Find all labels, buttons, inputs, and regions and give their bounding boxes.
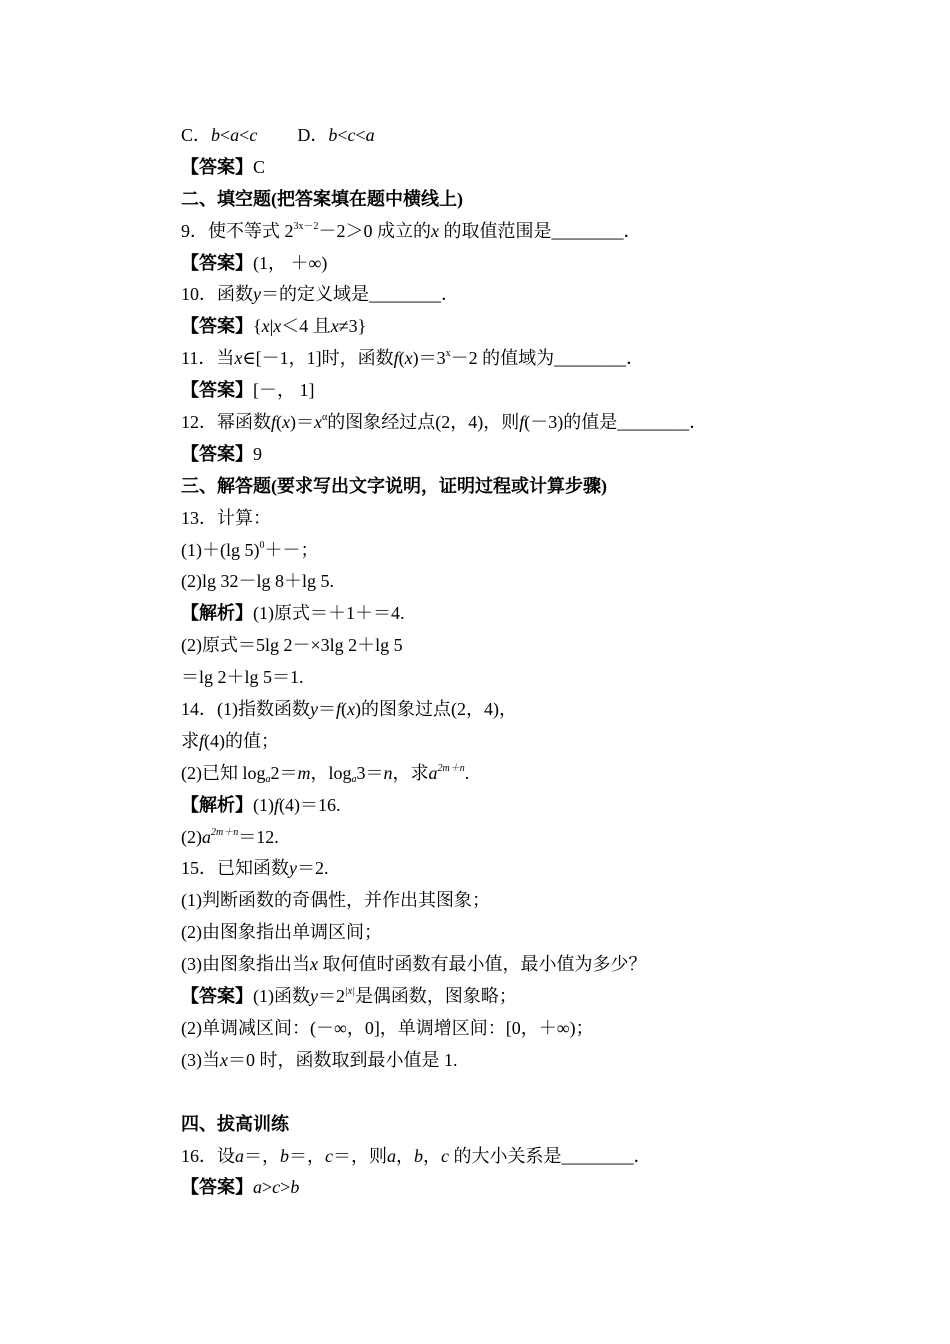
var: a (387, 1145, 396, 1166)
text: 14．(1)指数函数 (181, 699, 310, 720)
answer-label: 【答案】 (181, 1177, 253, 1198)
answer-line (181, 981, 781, 1013)
section-heading-fill-in: 二、填空题(把答案填在题中横线上) (181, 188, 463, 209)
var: b (280, 1145, 289, 1166)
var: x (330, 316, 339, 337)
solution-line (181, 598, 781, 630)
text: ＝0 时，函数取到最小值是 1. (228, 1049, 458, 1070)
var: f (519, 412, 525, 433)
question-12 (181, 407, 781, 439)
text: ＜4 且 (281, 316, 331, 337)
text: ，log (310, 762, 352, 783)
question-11 (181, 343, 781, 375)
option-line-cd (181, 120, 781, 152)
var: f (393, 348, 399, 369)
var: a (235, 1145, 244, 1166)
answer-label: 【答案】 (181, 986, 253, 1007)
var: f (274, 794, 280, 815)
var: a (202, 826, 211, 847)
text: －2 的值域为________． (450, 348, 645, 369)
question-16 (181, 1141, 781, 1173)
var: x (314, 412, 323, 433)
text: < (337, 125, 348, 145)
option-c-label: C． (181, 125, 212, 145)
text: ( (398, 348, 405, 369)
var: y (310, 699, 318, 720)
question-14 (181, 694, 781, 726)
answer-line (181, 439, 781, 471)
var: x (234, 348, 243, 369)
text: | (269, 316, 274, 337)
text: . (464, 762, 470, 783)
var: a (253, 1177, 262, 1198)
var: b (328, 125, 338, 145)
var: x (347, 699, 356, 720)
answer-value: 9 (253, 443, 262, 464)
var: c (272, 1177, 281, 1198)
subscript: a (265, 773, 271, 785)
option-d-label: D． (297, 125, 329, 145)
text: { (253, 316, 262, 337)
document-content (181, 120, 781, 1204)
var: b (211, 125, 221, 145)
text: ＋－； (264, 539, 319, 560)
var: a (365, 125, 375, 145)
text: 取何值时函数有最小值，最小值为多少？ (318, 954, 647, 975)
text: ∈[－1，1]时，函数 (242, 348, 394, 369)
question-14-cont (181, 726, 781, 758)
text: (1)原式＝＋1＋＝4. (253, 603, 405, 624)
answer-line (181, 1045, 781, 1077)
text: (4)＝16. (279, 794, 341, 815)
text: 12．幂函数 (181, 412, 271, 433)
question-13: 13．计算： (181, 507, 271, 528)
section-heading-solve: 三、解答题(要求写出文字说明，证明过程或计算步骤) (181, 475, 607, 496)
solution-line (181, 790, 781, 822)
text: ＝， (289, 1145, 325, 1166)
var: c (325, 1145, 333, 1166)
text: 11．当 (181, 348, 235, 369)
var: y (253, 284, 261, 305)
answer-line (181, 311, 781, 343)
exponent: 3x－2 (293, 220, 319, 232)
var: f (199, 730, 205, 751)
section-heading-advanced: 四、拔高训练 (181, 1113, 289, 1134)
answer-value: (1， ＋∞) (253, 252, 328, 273)
question-15-part-1: (1)判断函数的奇偶性，并作出其图象； (181, 890, 490, 911)
text: (2)已知 log (181, 762, 266, 783)
text: > (280, 1177, 291, 1198)
var: m (297, 762, 311, 783)
answer-label: 【答案】 (181, 443, 253, 464)
answer-label: 【答案】 (181, 380, 253, 401)
var: n (383, 762, 393, 783)
text: < (220, 125, 231, 145)
answer-line (181, 375, 781, 407)
text: ＝2. (297, 858, 329, 879)
text: －2＞0 成立的 (318, 220, 431, 241)
text: ＝12. (238, 826, 279, 847)
text: ＝， (244, 1145, 280, 1166)
text: (3)由图象指出当 (181, 954, 310, 975)
text: 2＝ (270, 762, 298, 783)
answer-label: 【答案】 (181, 316, 253, 337)
question-15-part-3 (181, 949, 781, 981)
var: x (431, 220, 439, 241)
text: (－3)的值是________． (524, 412, 708, 433)
text: 的图象经过点(2，4)，则 (327, 412, 520, 433)
text: (3)当 (181, 1049, 220, 1070)
exponent: 0 (259, 539, 265, 551)
text: 15．已知函数 (181, 858, 289, 879)
answer-label: 【答案】 (181, 252, 253, 273)
text: 是偶函数，图象略； (354, 986, 517, 1007)
var: y (289, 858, 297, 879)
text: < (355, 125, 366, 145)
var: x (273, 316, 282, 337)
exponent: α (322, 412, 328, 424)
text: > (262, 1177, 273, 1198)
text: ( (276, 412, 283, 433)
question-13-part-2: (2)lg 32－lg 8＋lg 5. (181, 571, 334, 592)
answer-label: 【答案】 (181, 156, 253, 177)
question-13-part-1 (181, 535, 781, 567)
solution-label: 【解析】 (181, 603, 253, 624)
text: (1)函数 (253, 986, 310, 1007)
question-15 (181, 853, 781, 885)
text: ＝ (318, 699, 336, 720)
text: )＝ (290, 412, 315, 433)
question-9 (181, 216, 781, 248)
text: 10．函数 (181, 284, 253, 305)
subscript: a (351, 773, 357, 785)
question-15-part-2: (2)由图象指出单调区间； (181, 922, 382, 943)
text: ＝的定义域是________． (261, 284, 459, 305)
blank-line (181, 1077, 781, 1109)
var: x (404, 348, 413, 369)
question-14-part-2 (181, 758, 781, 790)
text: ＝2 (318, 986, 345, 1007)
var: a (428, 762, 438, 783)
answer-line (181, 1172, 781, 1204)
text: 9．使不等式 2 (181, 220, 294, 241)
text: ( (341, 699, 348, 720)
exponent: |x| (345, 986, 355, 998)
answer-line: (2)单调减区间：(－∞，0]，单调增区间：[0，＋∞)； (181, 1017, 594, 1038)
var: x (310, 954, 318, 975)
solution-line: (2)原式＝5lg 2－×3lg 2＋lg 5 (181, 635, 403, 656)
text: 的取值范围是________． (439, 220, 642, 241)
solution-line (181, 822, 781, 854)
text: (1)＋(lg 5) (181, 539, 260, 560)
text: 求 (181, 730, 199, 751)
var: x (261, 316, 270, 337)
text: )＝3 (412, 348, 446, 369)
text: 的大小关系是________． (449, 1145, 652, 1166)
var: x (220, 1049, 228, 1070)
text: (2) (181, 826, 202, 847)
text: ， (396, 1145, 414, 1166)
var: f (271, 412, 277, 433)
text: (1) (253, 794, 274, 815)
solution-line: ＝lg 2＋lg 5＝1. (181, 667, 304, 688)
text: ， (423, 1145, 441, 1166)
exponent: x (445, 348, 451, 360)
var: y (310, 986, 318, 1007)
var: a (230, 125, 240, 145)
answer-line (181, 248, 781, 280)
answer-value: C (253, 156, 266, 177)
text: ≠3} (338, 316, 367, 337)
var: b (290, 1177, 300, 1198)
text: ＝，则 (333, 1145, 387, 1166)
exponent: 2m＋n (437, 762, 465, 774)
var: f (336, 699, 342, 720)
solution-label: 【解析】 (181, 794, 253, 815)
var: c (249, 125, 258, 145)
text: ，求 (392, 762, 429, 783)
var: c (441, 1145, 449, 1166)
var: b (414, 1145, 423, 1166)
answer-line (181, 152, 781, 184)
text: < (239, 125, 250, 145)
text: (4)的值； (204, 730, 280, 751)
exponent: 2m＋n (211, 826, 239, 838)
text: )的图象过点(2，4)， (355, 699, 517, 720)
var: x (282, 412, 291, 433)
var: c (347, 125, 356, 145)
text: 3＝ (356, 762, 384, 783)
answer-value: [－， 1] (253, 380, 315, 401)
question-10 (181, 279, 781, 311)
text: 16．设 (181, 1145, 235, 1166)
